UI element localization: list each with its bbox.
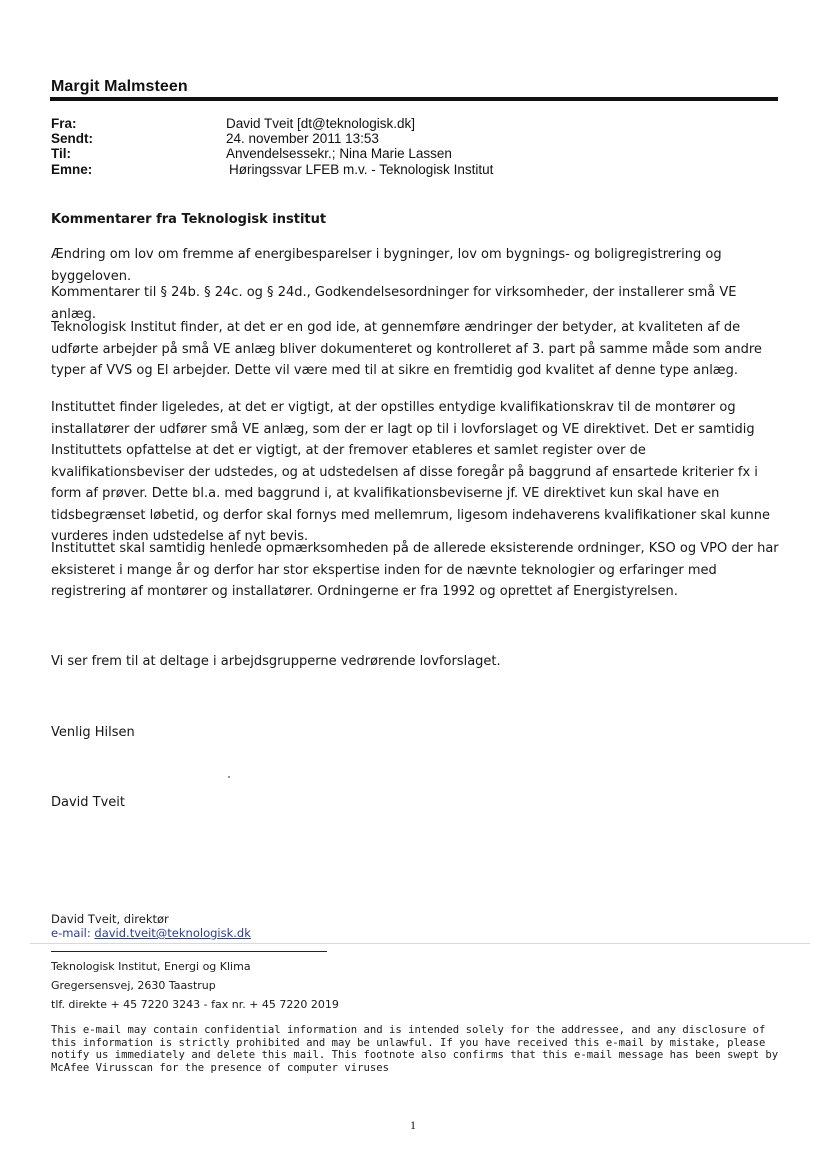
body-heading: Kommentarer fra Teknologisk institut [51,212,327,227]
email-link[interactable]: david.tveit@teknologisk.dk [94,926,251,940]
scan-line [30,943,810,944]
footer-org: Teknologisk Institut, Energi og Klima [51,960,251,973]
email-prefix: e-mail: [51,926,95,940]
signature-name-title: David Tveit, direktør [51,912,169,926]
greeting: Venlig Hilsen [51,725,135,740]
sent-value: 24. november 2011 13:53 [226,131,379,146]
subject-label: Emne: [51,162,93,177]
body-paragraph-1: Ændring om lov om fremme af energibesparelser i bygninger, lov om bygnings- og boligregistrering og byggeloven. [51,247,722,284]
signature-divider [51,951,327,952]
owner-divider [50,97,778,101]
scan-speck [228,776,230,778]
sent-label: Sendt: [51,131,93,146]
mailbox-owner-name: Margit Malmsteen [51,78,188,95]
from-value: David Tveit [dt@teknologisk.dk] [226,116,416,131]
signature-email-line [51,926,251,940]
footer-phone: tlf. direkte + 45 7220 3243 - fax nr. + 45 7220 2019 [51,998,339,1011]
footer-address: Gregersensvej, 2630 Taastrup [51,979,216,992]
disclaimer-text: This e-mail may contain confidential information and is intended solely for the addressee, and any disclosure of this information is strictly prohibited and may be unlawful. If you have received this e-mail by mistake, please notify us immediately and delete this mail. This footnote also confirms that this e-mail message has been swept by McAfee Virusscan for the presence of computer viruses [51,1024,779,1074]
to-label: Til: [51,146,71,161]
to-value: Anvendelsessekr.; Nina Marie Lassen [226,146,452,161]
subject-value: Høringssvar LFEB m.v. - Teknologisk Institut [229,162,494,177]
body-paragraph-5: Instituttet skal samtidig henlede opmærksomheden på de allerede eksisterende ordninger, KSO og VPO der har eksisteret i mange år og derfor har stor ekspertise inden for de nævnte teknologier og erfaringer med registrering af montører og installatører. Ordningerne er fra 1992 og oprettet af Energistyrelsen. [51,541,779,599]
from-label: Fra: [51,116,77,131]
body-paragraph-3: Teknologisk Institut finder, at det er en god ide, at gennemføre ændringer der betyder, at kvaliteten af de udførte arbejder på små VE anlæg bliver dokumenteret og kontrolleret af 3. part på samme måde som andre typer af VVS og El arbejder. Dette vil være med til at sikre en fremtidig god kvalitet af denne type anlæg. [51,320,762,378]
body-paragraph-2: Kommentarer til § 24b. § 24c. og § 24d., Godkendelsesordninger for virksomheder, der installerer små VE anlæg. [51,285,737,322]
body-paragraph-4: Instituttet finder ligeledes, at det er vigtigt, at der opstilles entydige kvalifikationskrav til de montører og installatører der udfører små VE anlæg, som der er lagt op til i lovforslaget og VE direktivet. Det er samtidig Instituttets opfattelse at det er vigtigt, at der fremover etableres et samlet register over de kvalifikationsbeviser der udstedes, og at udstedelsen af disse foregår på baggrund af ensartede kriterier fx i form af prøver. Dette bl.a. med baggrund i, at kvalifikationsbeviserne jf. VE direktivet kun skal have en tidsbegrænset løbetid, og derfor skal fornys med mellemrum, ligesom indehaverens kvalifikationer skal kunne vurderes inden udstedelse af nyt bevis. [51,400,771,544]
signature-name: David Tveit [51,795,126,810]
closing-line: Vi ser frem til at deltage i arbejdsgrupperne vedrørende lovforslaget. [51,654,501,669]
page-number: 1 [410,1118,416,1132]
